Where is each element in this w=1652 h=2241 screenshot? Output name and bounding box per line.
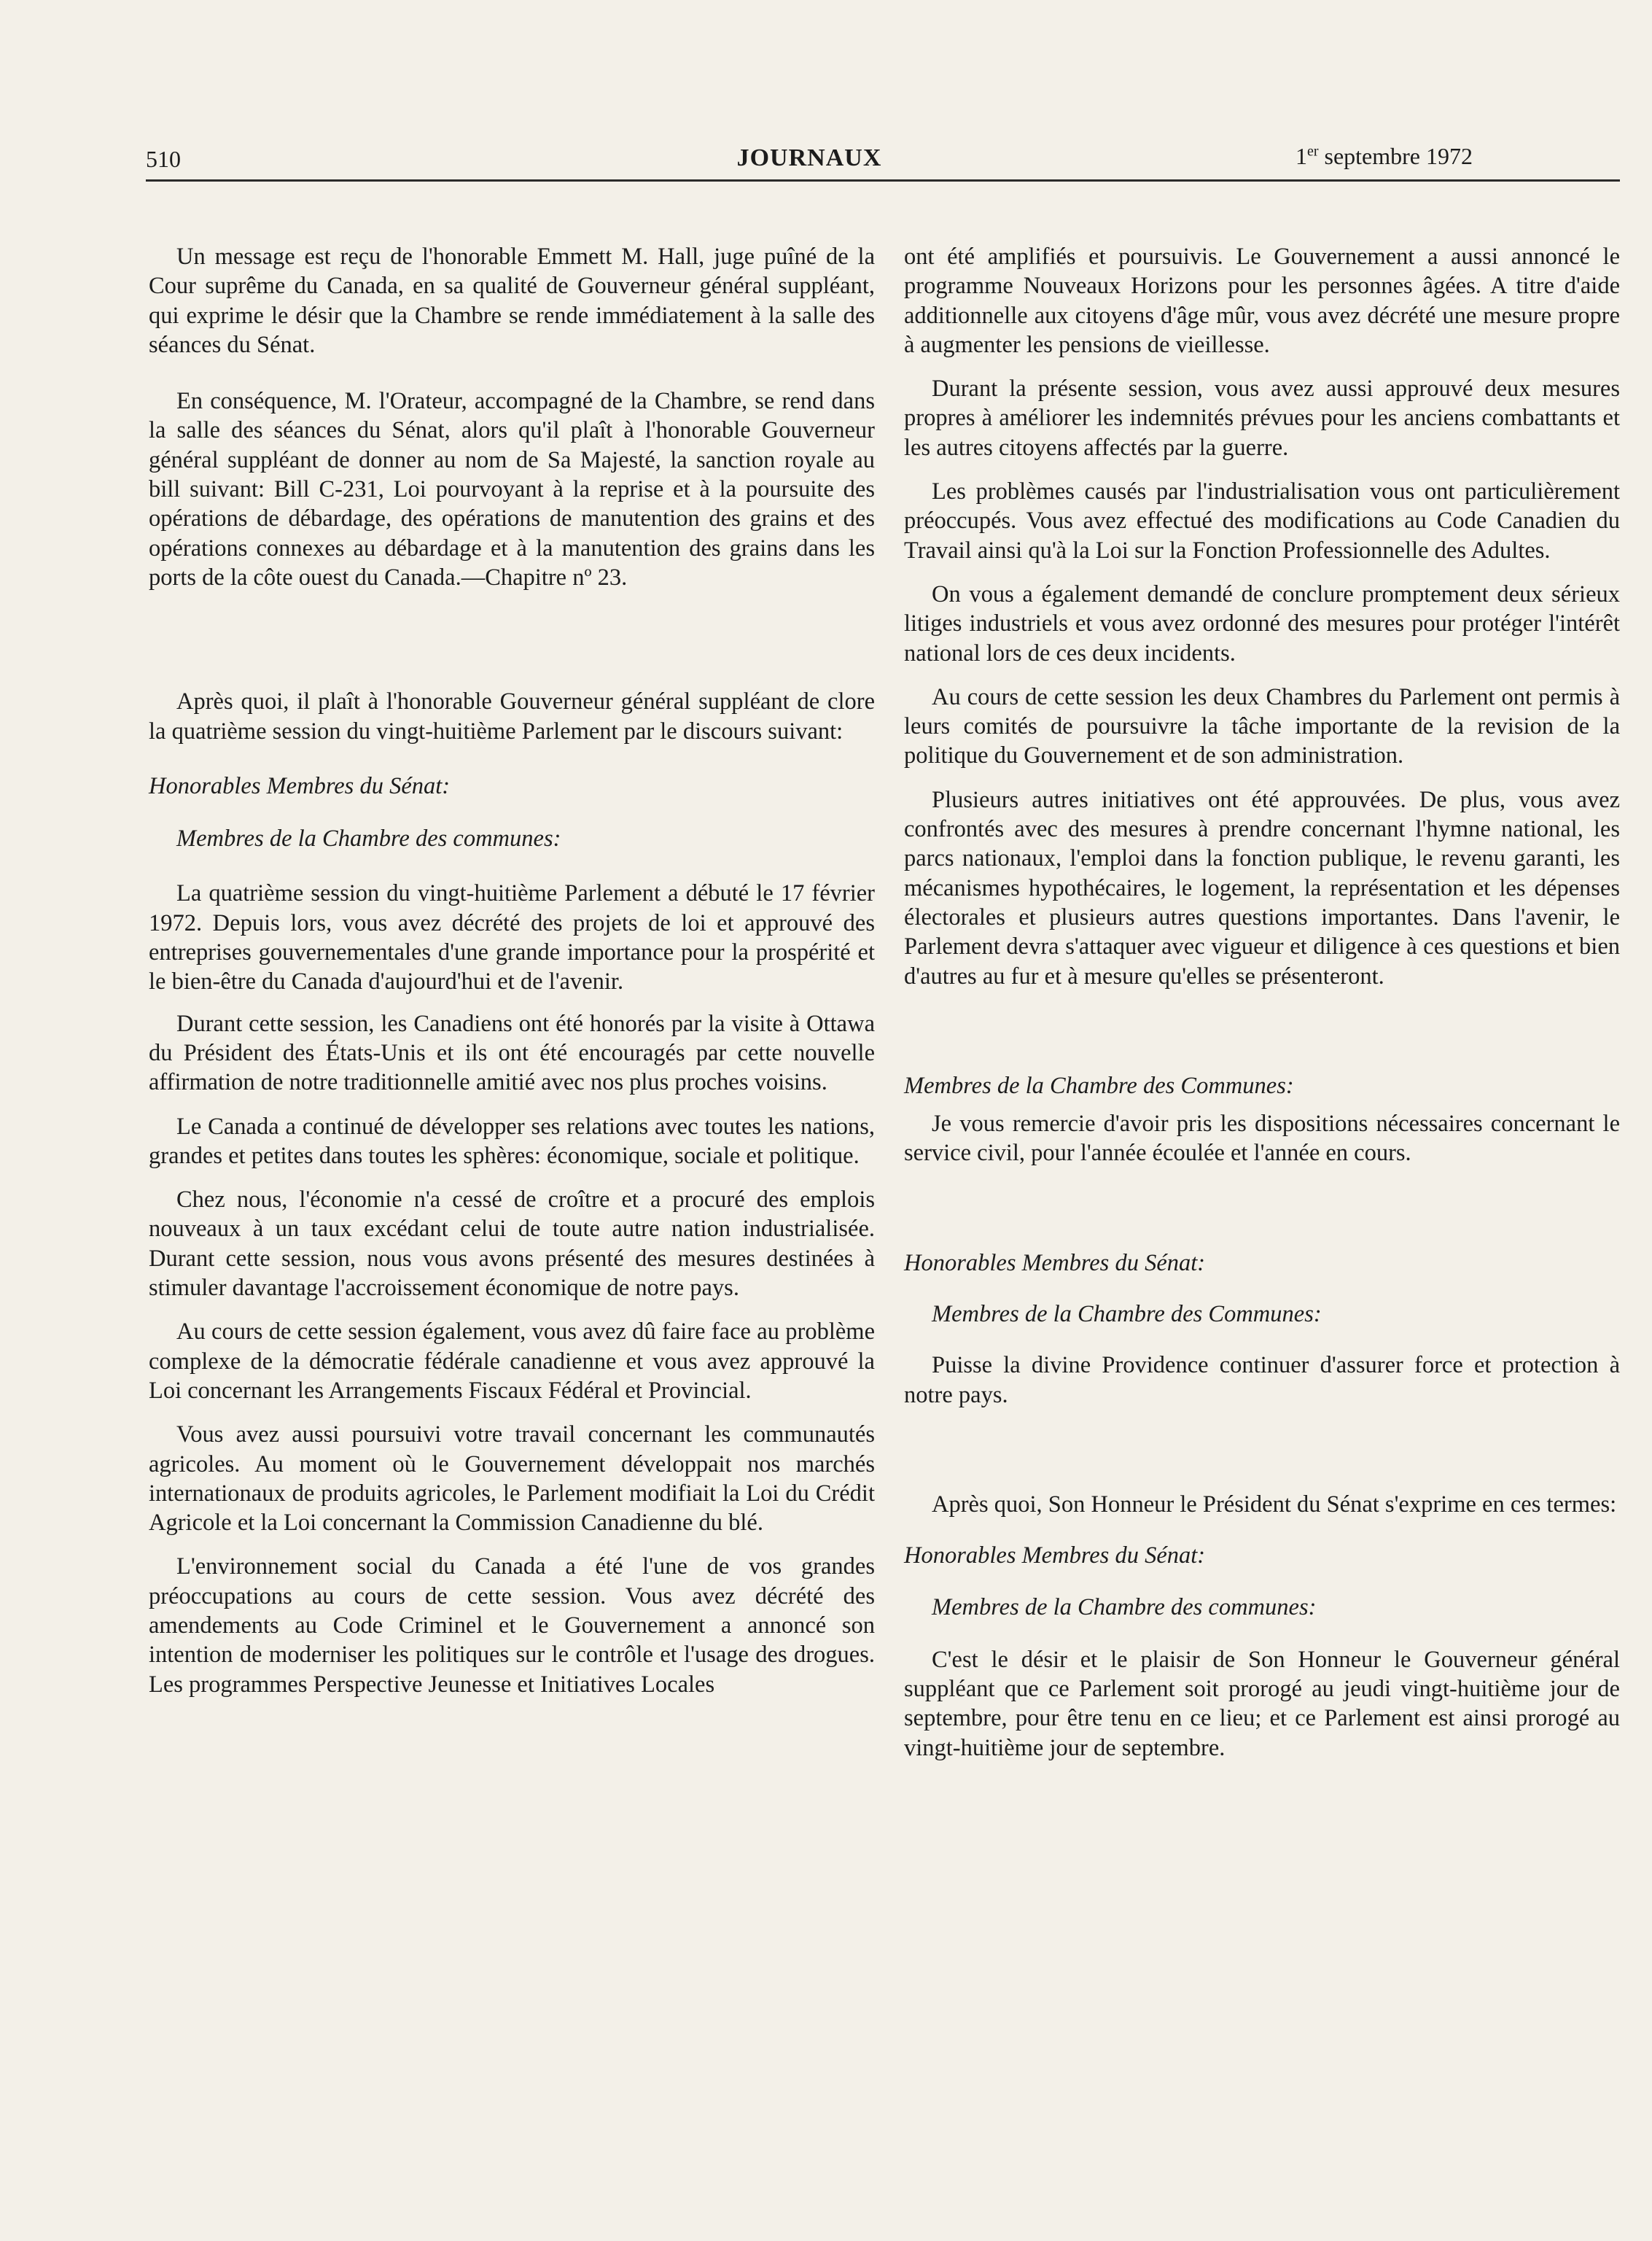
header-date [1296,143,1473,170]
paragraph: Durant cette session, les Canadiens ont été honorés par la visite à Ottawa du Président des États-Unis et ils ont été encouragés par cette nouvelle affirmation de notre traditionnelle amitié avec nos plus proches voisins. [149,1010,875,1096]
paragraph: Au cours de cette session les deux Chambres du Parlement ont permis à leurs comités de poursuivre la tâche importante de la revision de la politique du Gouvernement et de son administration. [904,683,1620,769]
journal-title: JOURNAUX [736,144,882,171]
page-header [146,143,1473,181]
paragraph: En conséquence, M. l'Orateur, accompagné de la Chambre, se rend dans la salle des séances du Sénat, alors qu'il plaît à l'honorable Gouverneur général suppléant de donner au nom de Sa Majesté, la sanction royale au bill suivant: Bill C-231, Loi pourvoyant à la reprise et à la poursuite des opérations de débardage, des opérations de manutention des grains et des opérations connexes au débardage et à la manutention des grains dans les ports de la côte ouest du Canada.—Chapitre nº 23. [149,388,875,591]
paragraph: Un message est reçu de l'honorable Emmett M. Hall, juge puîné de la Cour suprême du Canada, en sa qualité de Gouverneur général suppléant, qui exprime le désir que la Chambre se rende immédiatement à la salle des séances du Sénat. [149,244,875,358]
paragraph: Plusieurs autres initiatives ont été approuvées. De plus, vous avez confrontés avec des mesures à prendre concernant l'hymne national, les parcs nationaux, l'emploi dans la fonction publique, le revenu garanti, les mécanismes hypothécaires, le logement, la représentation et les dépenses électorales et plusieurs autres questions importantes. Dans l'avenir, le Parlement devra s'attaquer avec vigueur et diligence à ces questions et bien d'autres au fur et à mesure qu'elles se présenteront. [904,786,1620,990]
salutation-heading: Membres de la Chambre des communes: [176,826,561,852]
header-rule [146,179,1620,182]
paragraph: Le Canada a continué de développer ses relations avec toutes les nations, grandes et petites dans toutes les sphères: économique, sociale et politique. [149,1113,875,1169]
right-column [904,242,1620,1763]
paragraph: L'environnement social du Canada a été l'une de vos grandes préoccupations au cours de cette session. Vous avez décrété des amendements au Code Criminel et le Gouvernement a annoncé son intention de moderniser les politiques sur le contrôle et l'usage des drogues. Les programmes Perspective Jeunesse et Initiatives Locales [149,1553,875,1698]
paragraph: On vous a également demandé de conclure promptement deux sérieux litiges industriels et vous avez ordonné des mesures pour protéger l'intérêt national lors de ces deux incidents. [904,580,1620,667]
salutation-heading: Membres de la Chambre des Communes: [932,1301,1322,1328]
header-date-superscript: er [1306,143,1319,160]
paragraph: Au cours de cette session également, vous avez dû faire face au problème complexe de la démocratie fédérale canadienne et vous avez approuvé la Loi concernant les Arrangements Fiscaux Fédéral et Provincial. [149,1318,875,1404]
paragraph: Chez nous, l'économie n'a cessé de croître et a procuré des emplois nouveaux à un taux excédant celui de toute autre nation industrialisée. Durant cette session, nous vous avons présenté des mesures destinées à stimuler davantage l'accroissement économique de notre pays. [149,1186,875,1302]
paragraph: La quatrième session du vingt-huitième Parlement a débuté le 17 février 1972. Depuis lors, vous avez décrété des projets de loi et approuvé des entreprises gouvernementales d'une grande importance pour la prospérité et le bien-être du Canada d'aujourd'hui et de l'avenir. [149,880,875,995]
page-number: 510 [146,146,181,172]
salutation-heading: Honorables Membres du Sénat: [904,1249,1206,1276]
paragraph: Puisse la divine Providence continuer d'assurer force et protection à notre pays. [904,1352,1620,1408]
salutation-heading: Honorables Membres du Sénat: [149,772,451,799]
paragraph: Durant la présente session, vous avez aussi approuvé deux mesures propres à améliorer les indemnités prévues pour les anciens combattants et les autres citoyens affectés par la guerre. [904,376,1620,461]
paragraph: ont été amplifiés et poursuivis. Le Gouvernement a aussi annoncé le programme Nouveaux Horizons pour les personnes âgées. A titre d'aide additionnelle aux citoyens d'âge mûr, vous avez décrété une mesure propre à augmenter les pensions de vieillesse. [904,244,1620,358]
salutation-heading: Honorables Membres du Sénat: [904,1542,1206,1569]
left-column [149,242,875,1699]
paragraph: Les problèmes causés par l'industrialisation vous ont particulièrement préoccupés. Vous avez effectué des modifications au Code Canadien du Travail ainsi qu'à la Loi sur la Fonction Professionnelle des Adultes. [904,478,1620,564]
paragraph: Vous avez aussi poursuivi votre travail concernant les communautés agricoles. Au moment où le Gouvernement développait nos marchés internationaux de produits agricoles, le Parlement modifiait la Loi du Crédit Agricole et la Loi concernant la Commission Canadienne du blé. [149,1421,875,1537]
paragraph: Je vous remercie d'avoir pris les dispositions nécessaires concernant le service civil, pour l'année écoulée et l'année en cours. [904,1111,1620,1167]
paragraph: C'est le désir et le plaisir de Son Honneur le Gouverneur général suppléant que ce Parlement soit prorogé au jeudi vingt-huitième jour de septembre, pour être tenu en ce lieu; et ce Parlement est ainsi prorogé au vingt-huitième jour de septembre. [904,1646,1620,1761]
header-date-day: 1 [1295,143,1307,169]
salutation-heading: Membres de la Chambre des communes: [932,1593,1317,1620]
header-date-rest: septembre 1972 [1318,143,1473,169]
paragraph: Après quoi, il plaît à l'honorable Gouverneur général suppléant de clore la quatrième session du vingt-huitième Parlement par le discours suivant: [149,688,875,745]
salutation-heading: Membres de la Chambre des Communes: [904,1072,1294,1099]
paragraph: Après quoi, Son Honneur le Président du Sénat s'exprime en ces termes: [932,1491,1617,1518]
